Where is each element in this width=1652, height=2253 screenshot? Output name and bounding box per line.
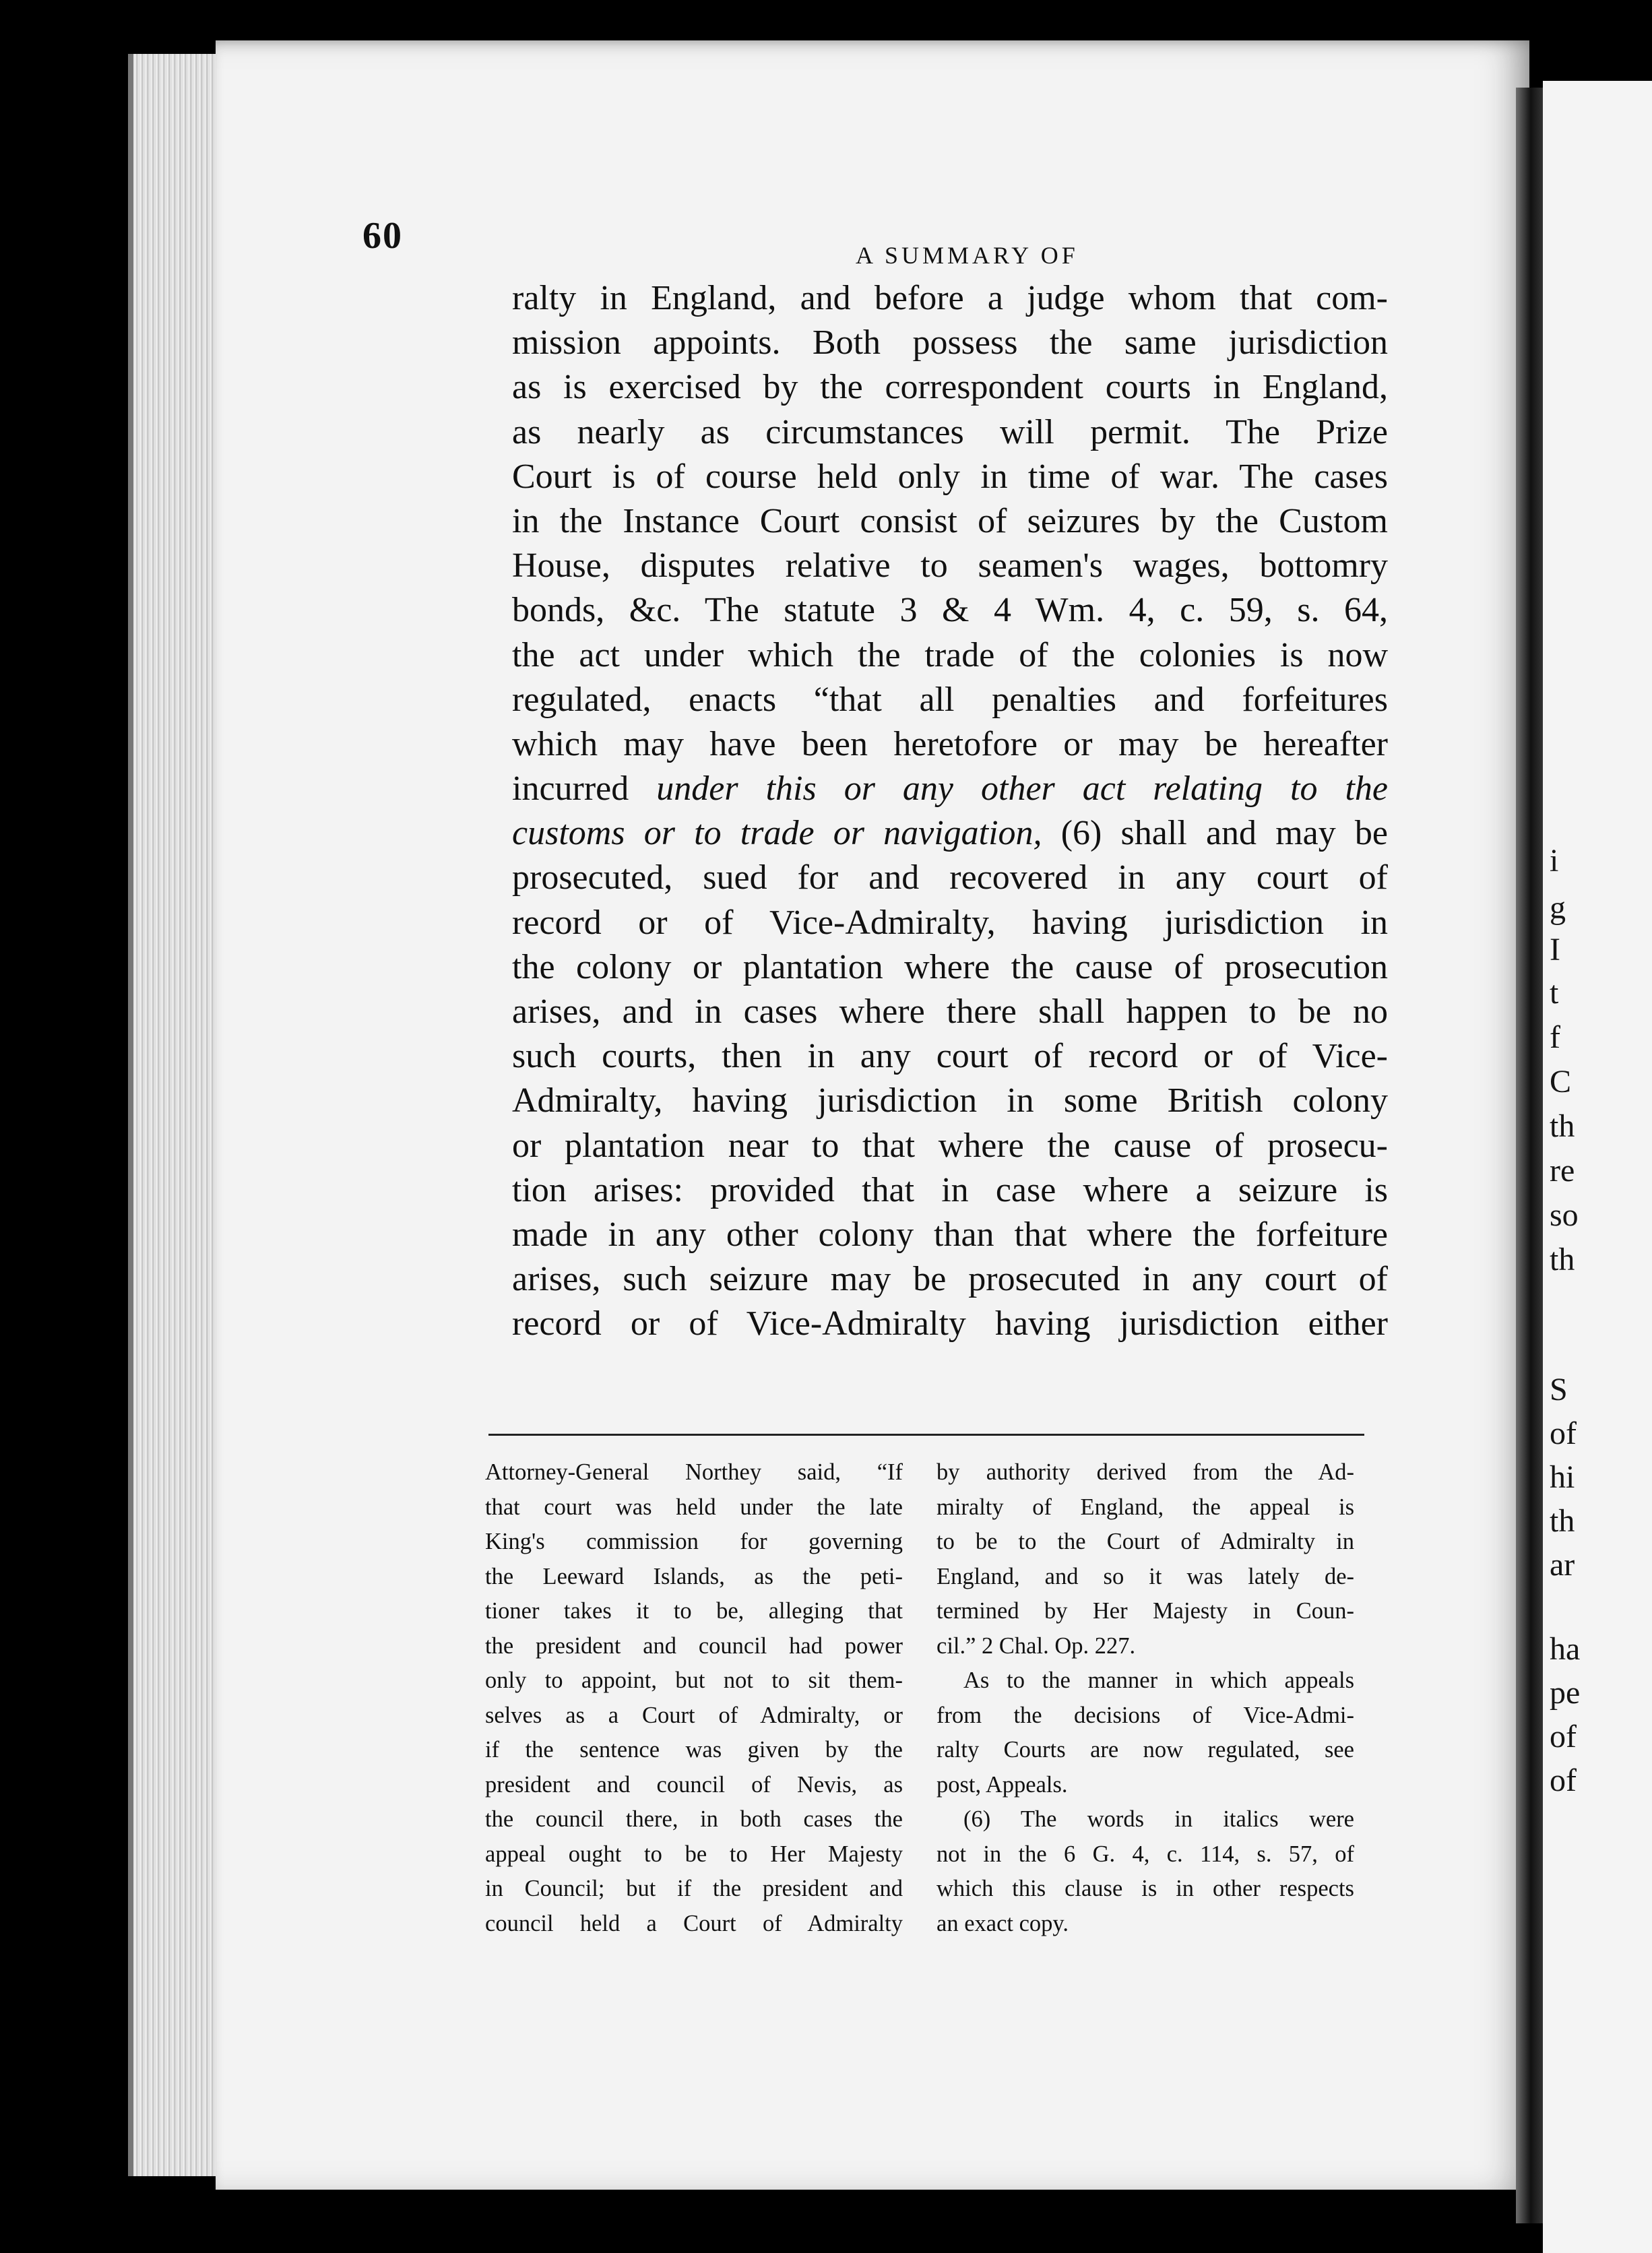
facing-page-text: so xyxy=(1550,1197,1579,1233)
facing-page-text: of xyxy=(1550,1416,1577,1451)
facing-page-text: t xyxy=(1550,975,1559,1011)
italic-text-run: under this or any other act relating to the xyxy=(656,769,1388,808)
footnote-line: cil.” 2 Chal. Op. 227. xyxy=(936,1632,1136,1659)
facing-page-fragment xyxy=(1543,81,1652,2253)
facing-page-text: hi xyxy=(1550,1459,1575,1495)
book-gutter xyxy=(1516,88,1543,2223)
body-line: mission appoints. Both possess the same jurisdiction xyxy=(512,323,1388,362)
facing-page-text: i xyxy=(1550,843,1559,879)
footnote-line: appeal ought to be to Her Majesty xyxy=(485,1841,903,1867)
footnote-line: tioner takes it to be, alleging that xyxy=(485,1598,903,1624)
italic-text-run: customs or to trade or navigation, xyxy=(512,814,1042,853)
footnote-line: in Council; but if the president and xyxy=(485,1876,903,1901)
facing-page-text: ar xyxy=(1550,1547,1575,1583)
footnote-line: president and council of Nevis, as xyxy=(485,1771,903,1798)
footnote-line: King's commission for governing xyxy=(485,1529,903,1554)
body-line: arises, and in cases where there shall happen to be no xyxy=(512,992,1388,1031)
footnote-line: if the sentence was given by the xyxy=(485,1737,903,1763)
body-line: bonds, &c. The statute 3 & 4 Wm. 4, c. 59, s. 64, xyxy=(512,591,1388,630)
body-line: House, disputes relative to seamen's wages, bottomry xyxy=(512,546,1388,585)
body-line: record or of Vice-Admiralty, having jurisdiction in xyxy=(512,903,1388,942)
body-line: the colony or plantation where the cause of prosecution xyxy=(512,947,1388,986)
footnote-divider xyxy=(488,1434,1364,1436)
body-line: made in any other colony than that where the forfeiture xyxy=(512,1215,1388,1254)
body-line: regulated, enacts “that all penalties and forfeitures xyxy=(512,680,1388,719)
facing-page-text: g xyxy=(1550,890,1566,926)
footnote-line: by authority derived from the Ad- xyxy=(936,1459,1354,1485)
facing-page-text: th xyxy=(1550,1108,1575,1144)
body-line: such courts, then in any court of record or of Vice- xyxy=(512,1037,1388,1076)
body-line: as nearly as circumstances will permit. The Prize xyxy=(512,412,1388,451)
body-line: tion arises: provided that in case where a seizure is xyxy=(512,1170,1388,1209)
footnote-line: council held a Court of Admiralty xyxy=(485,1910,903,1936)
running-head: A SUMMARY OF xyxy=(856,242,1079,269)
body-line: arises, such seizure may be prosecuted in any court of xyxy=(512,1260,1388,1299)
facing-page-text: of xyxy=(1550,1763,1577,1798)
footnote-line: post, Appeals. xyxy=(936,1771,1068,1798)
body-line: the act under which the trade of the colonies is now xyxy=(512,635,1388,674)
facing-page-text: ha xyxy=(1550,1631,1581,1667)
facing-page-text: S xyxy=(1550,1372,1568,1407)
footnote-line: only to appoint, but not to sit them- xyxy=(485,1668,903,1693)
facing-page-text: f xyxy=(1550,1019,1560,1055)
footnote-line: Attorney-General Northey said, “If xyxy=(485,1459,903,1485)
footnote-line: the council there, in both cases the xyxy=(485,1806,903,1832)
facing-page-text: th xyxy=(1550,1503,1575,1539)
main-body-text xyxy=(512,276,1388,1347)
body-text-run: incurred xyxy=(512,769,657,808)
body-line-italic xyxy=(512,811,1388,856)
body-line: or plantation near to that where the cause of prosecu- xyxy=(512,1126,1388,1165)
body-line: as is exercised by the correspondent courts in England, xyxy=(512,368,1388,407)
footnote-line: an exact copy. xyxy=(936,1910,1069,1936)
page-stack-edges xyxy=(128,54,229,2176)
footnote-line: not in the 6 G. 4, c. 114, s. 57, of xyxy=(936,1841,1354,1867)
footnote-line: (6) The words in italics were xyxy=(963,1806,1354,1832)
facing-page-text: pe xyxy=(1550,1675,1581,1711)
footnote-line: England, and so it was lately de- xyxy=(936,1563,1354,1589)
footnote-line: selves as a Court of Admiralty, or xyxy=(485,1702,903,1728)
page-number: 60 xyxy=(362,215,403,257)
facing-page-text: re xyxy=(1550,1153,1575,1188)
footnote-line: ralty Courts are now regulated, see xyxy=(936,1737,1354,1763)
footnote-column-right xyxy=(936,1455,1354,1941)
footnote-line: As to the manner in which appeals xyxy=(963,1668,1354,1693)
body-line: record or of Vice-Admiralty having jurisdiction either xyxy=(512,1304,1388,1343)
footnote-line: miralty of England, the appeal is xyxy=(936,1494,1354,1520)
body-line: prosecuted, sued for and recovered in any court of xyxy=(512,858,1388,897)
body-line: Admiralty, having jurisdiction in some British colony xyxy=(512,1081,1388,1120)
body-line: Court is of course held only in time of war. The cases xyxy=(512,457,1388,496)
footnote-line: to be to the Court of Admiralty in xyxy=(936,1529,1354,1554)
body-line: ralty in England, and before a judge whom that com- xyxy=(512,279,1388,317)
body-text-run: (6) shall and may be xyxy=(1042,814,1388,853)
footnote-line: termined by Her Majesty in Coun- xyxy=(936,1598,1354,1624)
facing-page-text: I xyxy=(1550,932,1560,967)
facing-page-text: th xyxy=(1550,1242,1575,1277)
facing-page-text: C xyxy=(1550,1064,1572,1100)
footnote-line: the president and council had power xyxy=(485,1632,903,1659)
footnote-column-left xyxy=(485,1455,903,1941)
footnote-line: which this clause is in other respects xyxy=(936,1876,1354,1901)
footnote-line: from the decisions of Vice-Admi- xyxy=(936,1702,1354,1728)
body-line: in the Instance Court consist of seizures by the Custom xyxy=(512,501,1388,540)
footnote-line: the Leeward Islands, as the peti- xyxy=(485,1563,903,1589)
body-line: which may have been heretofore or may be hereafter xyxy=(512,724,1388,763)
facing-page-text: of xyxy=(1550,1719,1577,1754)
footnote-line: that court was held under the late xyxy=(485,1494,903,1520)
body-line-italic xyxy=(512,767,1388,811)
